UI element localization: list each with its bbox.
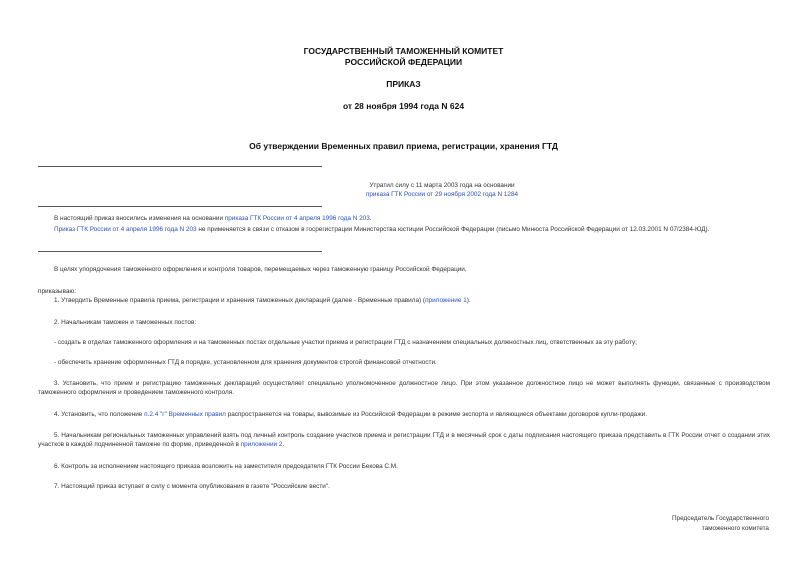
paragraph-2: 2. Начальникам таможен и таможенных постов: (54, 319, 197, 326)
paragraph-1-text: 1. Утвердить Временные правила приема, регистрации и хранения таможенных деклараций (далее - Временные правила) ( (54, 297, 426, 304)
amendment-link-2[interactable]: Приказ ГТК России от 4 апреля 1996 года N 203 (54, 226, 197, 233)
paragraph-5-text: 5. Начальникам региональных таможенных управлений взять под личный контроль создание участков приема и регистрации ГТД и в месячный срок с даты подписания настоящего приказа представить в ГТК России отчет о создании этих участков в каждой подчиненной таможне по форме, приведенной в (38, 432, 770, 448)
amendment-text-end: . (369, 215, 372, 222)
order-word: приказываю: (38, 288, 76, 295)
paragraph-7: 7. Настоящий приказ вступает в силу с момента опубликования в газете "Российские вести". (54, 483, 330, 490)
status-note-link-wrap (342, 190, 542, 199)
paragraph-1-end: ). (466, 297, 471, 304)
amendment-link-1[interactable]: приказа ГТК России от 4 апреля 1996 года N 203 (224, 215, 370, 222)
paragraph-5 (38, 431, 770, 449)
amendment-note-2 (38, 225, 770, 234)
org-name-line1: ГОСУДАРСТВЕННЫЙ ТАМОЖЕННЫЙ КОМИТЕТ (303, 46, 504, 56)
paragraph-2a: - создать в отделах таможенного оформления и на таможенных постах отдельные участки приема и регистрации ГТД с назначением специальных должностных лиц, ответственных за эту работу; (54, 339, 637, 346)
divider (38, 166, 322, 167)
amendment-note-1 (38, 214, 770, 223)
paragraph-3: 3. Установить, что прием и регистрацию таможенных деклараций осуществляет специально уполномоченное должностное лицо. При этом указанное должностное лицо не может выполнять функции, связанные с производством таможенного оформления и проведением таможенного контроля. (38, 380, 770, 396)
doc-date: от 28 ноября 1994 года N 624 (342, 101, 465, 111)
amendment-text-2: не применяется в связи с отказом в госрегистрации Министерства юстиции Российской Федерации (письмо Минюста Российской Федерации от 12.03.2001 N 07/2384-ЮД). (196, 226, 710, 233)
paragraph-6: 6. Контроль за исполнением настоящего приказа возложить на заместителя председателя ГТК России Бекова С.М. (54, 463, 398, 470)
divider (38, 206, 322, 207)
paragraph-2b: - обеспечить хранение оформленных ГТД в порядке, установленном для хранения документов строгой финансовой отчетности. (54, 359, 437, 366)
signature-line2: таможенного комитета (701, 525, 769, 532)
status-note-text: Утратил силу с 11 марта 2003 года на основании (369, 182, 515, 189)
appendix-2-link[interactable]: приложении 2 (240, 441, 283, 448)
paragraph-1 (38, 296, 770, 305)
divider (38, 251, 322, 252)
status-note-link[interactable]: приказа ГТК России от 29 ноября 2002 года N 1284 (365, 191, 519, 198)
signature-line1: Председатель Государственного (671, 515, 769, 522)
preamble: В целях упорядочения таможенного оформления и контроля товаров, перемещаемых через таможенную границу Российской Федерации, (54, 266, 467, 273)
appendix-1-link[interactable]: приложение 1 (425, 297, 467, 304)
org-name-line2: РОССИЙСКОЙ ФЕДЕРАЦИИ (344, 57, 463, 67)
paragraph-4 (38, 410, 770, 419)
amendment-text: В настоящий приказ вносились изменения на основании (54, 215, 225, 222)
doc-title: Об утверждении Временных правил приема, регистрации, хранения ГТД (249, 141, 558, 151)
paragraph-5-end: . (282, 441, 285, 448)
paragraph-4-end: распространяется на товары, вывозимые из Российской Федерации в режиме экспорта и являющиеся объектами договоров купли-продажи. (225, 411, 647, 418)
rules-item-link[interactable]: п.2.4 "г" Временных правил (144, 411, 226, 418)
paragraph-4-text: 4. Установить, что положение (54, 411, 145, 418)
doc-type: ПРИКАЗ (386, 79, 421, 89)
